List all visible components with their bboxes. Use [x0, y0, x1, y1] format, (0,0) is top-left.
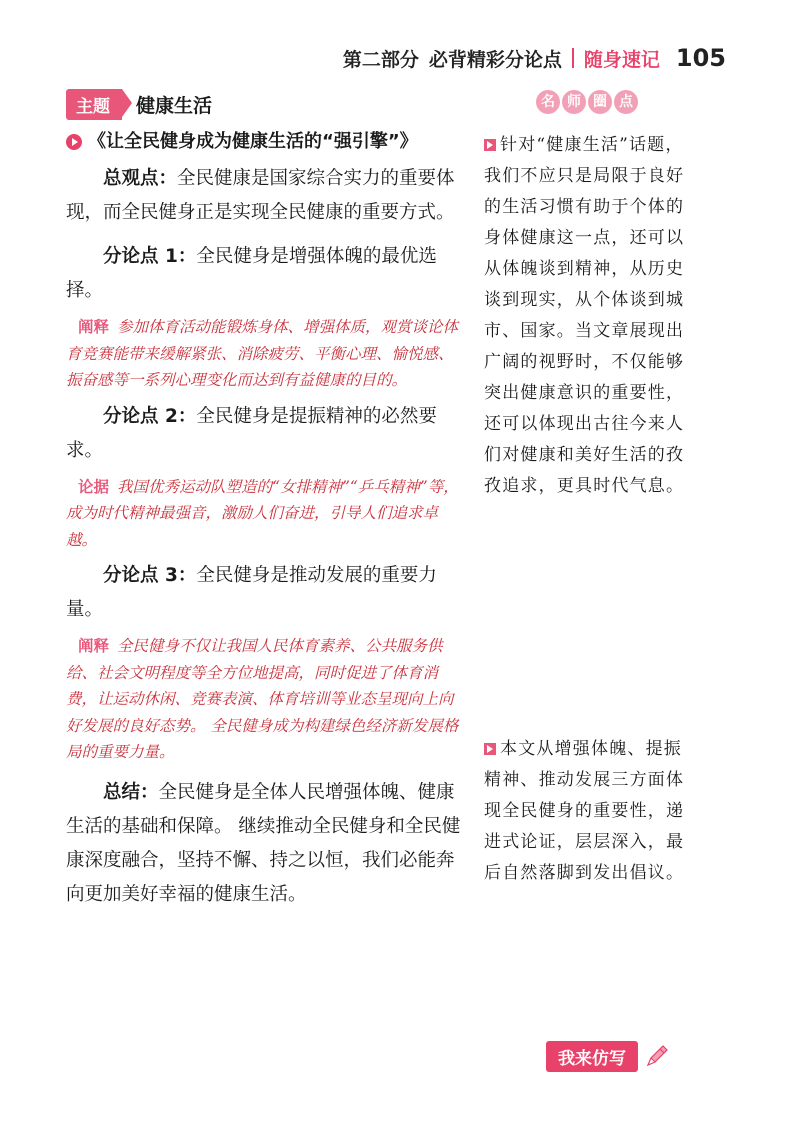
play-bullet-icon	[66, 134, 82, 150]
point-2-note	[66, 474, 462, 554]
article-title: 《让全民健身成为健康生活的“强引擎”》	[88, 131, 418, 152]
section-label: 必背精彩分论点	[428, 48, 562, 71]
point-3-note	[66, 633, 462, 766]
theme-title: 健康生活	[136, 94, 213, 117]
theme-row	[66, 90, 462, 118]
header-divider	[572, 48, 574, 68]
point-2-note-label: 论据	[78, 477, 110, 496]
imitate-writing-button[interactable]: 我来仿写	[546, 1041, 638, 1072]
summary-label: 总结：	[103, 781, 159, 803]
summary	[66, 776, 462, 912]
imitate-writing-area	[546, 1041, 670, 1071]
arrow-marker-icon	[484, 743, 496, 755]
point-2	[66, 400, 462, 468]
part-label: 第二部分	[342, 48, 419, 71]
point-1-text: 全民健身是增强体魄的最优选择。	[66, 246, 437, 301]
page-header	[343, 44, 726, 72]
point-3-text: 全民健身是推动发展的重要力量。	[66, 565, 437, 620]
summary-text: 全民健身是全体人民增强体魄、健康生活的基础和保障。 继续推动全民健身和全民健康深度融合，坚持不懈、持之以恒，我们必能奔向更加美好幸福的健康生活。	[66, 781, 461, 905]
point-1-note-text: 参加体育活动能锻炼身体、增强体质，观赏谈论体育竞赛能带来缓解紧张、消除疲劳、平衡心理、愉悦感、振奋感等一系列心理变化而达到有益健康的目的。	[66, 318, 459, 389]
arrow-marker-icon	[484, 139, 496, 151]
pencil-icon	[644, 1043, 670, 1069]
point-1-note	[66, 314, 462, 394]
point-2-note-text: 我国优秀运动队塑造的“女排精神”“乒乓精神”等，成为时代精神最强音，激励人们奋进，引导人们追求卓越。	[66, 477, 459, 549]
point-3-label: 分论点 3：	[103, 565, 197, 586]
heading-char-3: 圈	[588, 90, 612, 114]
sidebar	[484, 90, 690, 883]
sidebar-note-2-text: 本文从增强体魄、提振精神、推动发展三方面体现全民健身的重要性，递进式论证，层层深入，最后自然落脚到发出倡议。	[484, 739, 685, 883]
sidebar-note-1	[484, 130, 690, 502]
point-3-note-label: 阐释	[78, 637, 110, 655]
heading-char-2: 师	[562, 90, 586, 114]
series-label: 随身速记	[583, 48, 660, 71]
point-2-text: 全民健身是提振精神的必然要求。	[66, 405, 437, 461]
point-1	[66, 240, 462, 308]
point-3-note-text: 全民健身不仅让我国人民体育素养、公共服务供给、社会文明程度等全方位地提高，同时促进了体育消费，让运动休闲、竞赛表演、体育培训等业态呈现向上向好发展的良好态势。 全民健身成为构建绿色经济新发展格局的重要力量。	[66, 637, 459, 761]
point-3	[66, 559, 462, 627]
heading-char-1: 名	[536, 90, 560, 114]
sidebar-heading	[484, 90, 690, 120]
overall-viewpoint	[66, 162, 462, 230]
sidebar-heading-badges	[536, 90, 638, 114]
article-title-row	[66, 130, 462, 154]
theme-tag: 主题	[66, 89, 122, 120]
page-number: 105	[675, 44, 726, 72]
main-column	[66, 90, 462, 912]
heading-char-4: 点	[614, 90, 638, 114]
point-2-label: 分论点 2：	[103, 405, 197, 427]
sidebar-note-1-text: 针对“健康生活”话题，我们不应只是局限于良好的生活习惯有助于个体的身体健康这一点，还可以从体魄谈到精神，从历史谈到现实，从个体谈到城市、国家。当文章展现出广阔的视野时，不仅能够突出健康意识的重要性，还可以体现出古往今来人们对健康和美好生活的孜孜追求，更具时代气息。	[484, 135, 685, 496]
point-1-note-label: 阐释	[78, 318, 110, 336]
overall-text: 全民健康是国家综合实力的重要体现，而全民健身正是实现全民健康的重要方式。	[66, 168, 455, 223]
sidebar-note-2	[484, 734, 690, 889]
overall-label: 总观点：	[103, 168, 178, 189]
point-1-label: 分论点 1：	[103, 246, 197, 267]
